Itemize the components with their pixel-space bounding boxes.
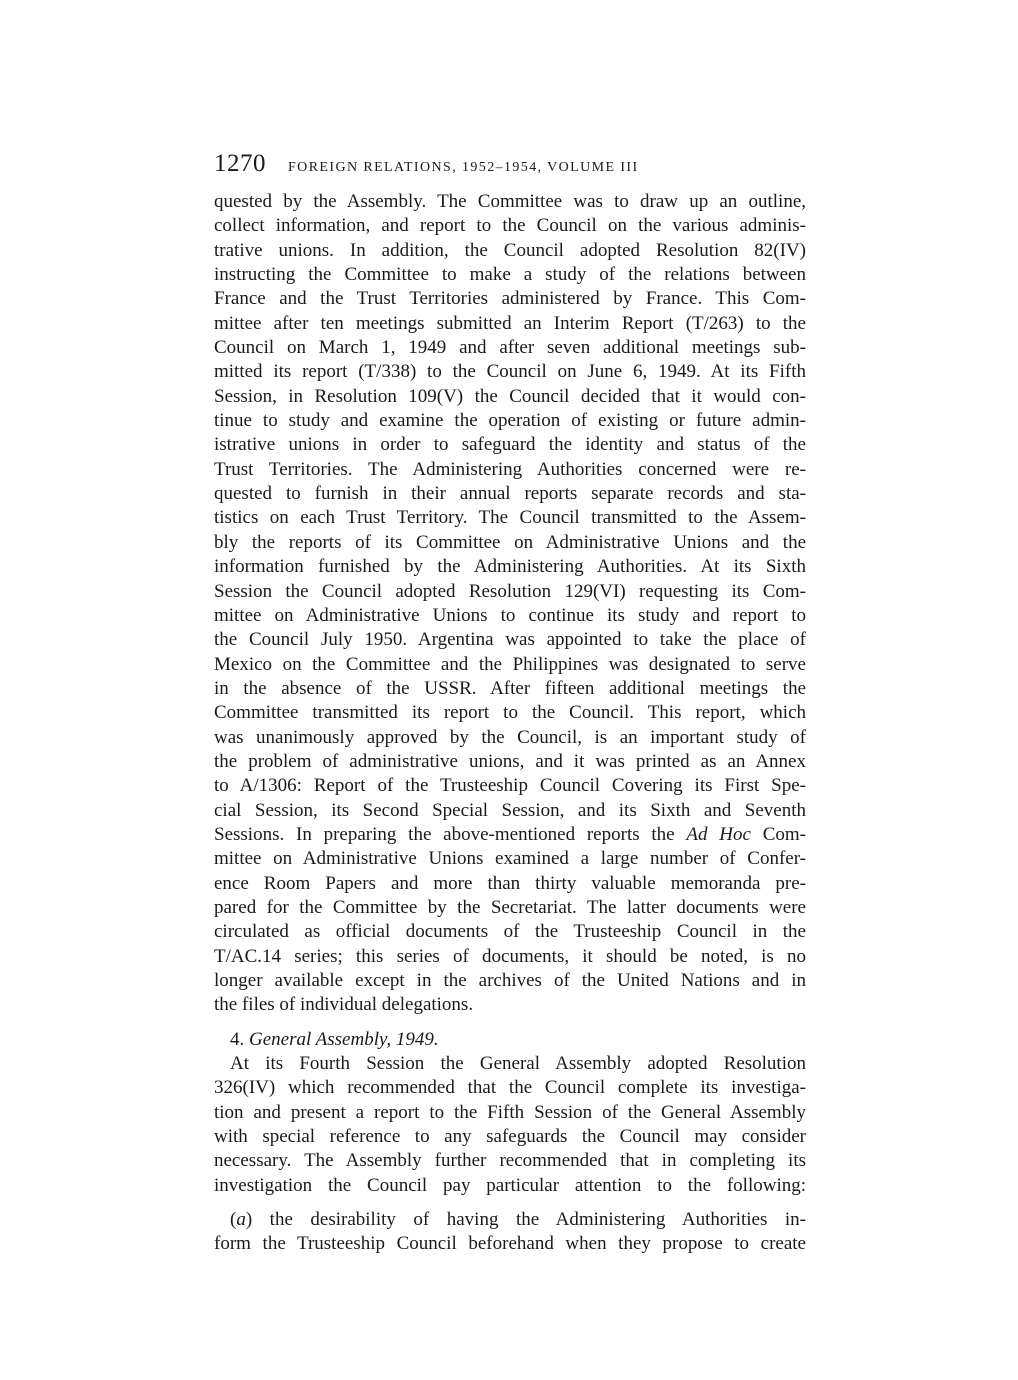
text-line: pared for the Committee by the Secretariat. The latter documents were [214,896,806,918]
document-page [214,150,806,1257]
section-heading-title: General Assembly, 1949. [249,1028,439,1050]
paragraph-general-assembly [214,1052,806,1198]
body-text [214,190,806,1257]
text-line: instructing the Committee to make a study of the relations between [214,264,806,286]
text-line: istrative unions in order to safeguard the identity and status of the [214,434,806,456]
text-line: mittee on Administrative Unions examined a large number of Confer- [214,848,806,870]
text-line: Session, in Resolution 109(V) the Council decided that it would con- [214,385,806,407]
text-line: cial Session, its Second Special Session, and its Sixth and Seventh [214,799,806,821]
text-line: quested to furnish in their annual reports separate records and sta- [214,483,806,505]
text-line: trative unions. In addition, the Council adopted Resolution 82(IV) [214,239,806,261]
list-marker-a: a [236,1209,246,1231]
text-line: collect information, and report to the Council on the various adminis- [214,215,806,237]
text-line: Mexico on the Committee and the Philippines was designated to serve [214,653,806,675]
text-line: the Council July 1950. Argentina was appointed to take the place of [214,629,806,651]
text-line: investigation the Council pay particular attention to the following: [214,1174,806,1196]
paragraph-administrative-unions [214,190,806,1018]
text-line: 326(IV) which recommended that the Council complete its investiga- [214,1077,806,1099]
running-head [214,150,806,178]
text-line: tinue to study and examine the operation of existing or future admin- [214,410,806,432]
text-line: the problem of administrative unions, and it was printed as an Annex [214,750,806,772]
text-line: Council on March 1, 1949 and after seven additional meetings sub- [214,337,806,359]
text-line: in the absence of the USSR. After fifteen additional meetings the [214,677,806,699]
text-line: with special reference to any safeguards the Council may consider [214,1126,806,1148]
ad-hoc-italic: Ad Hoc [686,823,751,845]
list-item-a-continued: form the Trusteeship Council beforehand when they propose to create [214,1233,806,1255]
text-line: mittee on Administrative Unions to continue its study and report to [214,604,806,626]
text-line: Trust Territories. The Administering Authorities concerned were re- [214,458,806,480]
text-line: mittee after ten meetings submitted an Interim Report (T/263) to the [214,312,806,334]
text-line: to A/1306: Report of the Trusteeship Council Covering its First Spe- [214,775,806,797]
text-line: T/AC.14 series; this series of documents, it should be noted, is no [214,945,806,967]
text-line: ence Room Papers and more than thirty valuable memoranda pre- [214,872,806,894]
text-line: longer available except in the archives of the United Nations and in [214,970,806,991]
text-line: bly the reports of its Committee on Administrative Unions and the [214,531,806,553]
text-line: necessary. The Assembly further recommended that in completing its [214,1150,806,1172]
section-heading-general-assembly: 4. General Assembly, 1949. [230,1028,439,1050]
text-line: was unanimously approved by the Council, is an important study of [214,726,806,748]
text-line: Committee transmitted its report to the Council. This report, which [214,702,806,724]
text-line: circulated as official documents of the Trusteeship Council in the [214,921,806,943]
text-line: mitted its report (T/338) to the Council on June 6, 1949. At its Fifth [214,361,806,383]
text-line: tion and present a report to the Fifth Session of the General Assembly [214,1101,806,1123]
text-line: the files of individual delegations. [214,994,474,1016]
text-line: tistics on each Trust Territory. The Council transmitted to the Assem- [214,507,806,529]
list-item-a: (a) the desirability of having the Administering Authorities in- [230,1209,806,1231]
text-line: At its Fourth Session the General Assembly adopted Resolution [230,1053,806,1075]
text-line: Session the Council adopted Resolution 129(VI) requesting its Com- [214,580,806,602]
text-line: Sessions. In preparing the above-mentioned reports the Ad Hoc Com- [214,823,806,845]
text-line: France and the Trust Territories administered by France. This Com- [214,288,806,310]
text-line: information furnished by the Administering Authorities. At its Sixth [214,556,806,578]
page-number: 1270 [214,150,266,177]
running-head-title: FOREIGN RELATIONS, 1952–1954, VOLUME III [288,160,639,175]
text-line: quested by the Assembly. The Committee was to draw up an outline, [214,191,806,212]
